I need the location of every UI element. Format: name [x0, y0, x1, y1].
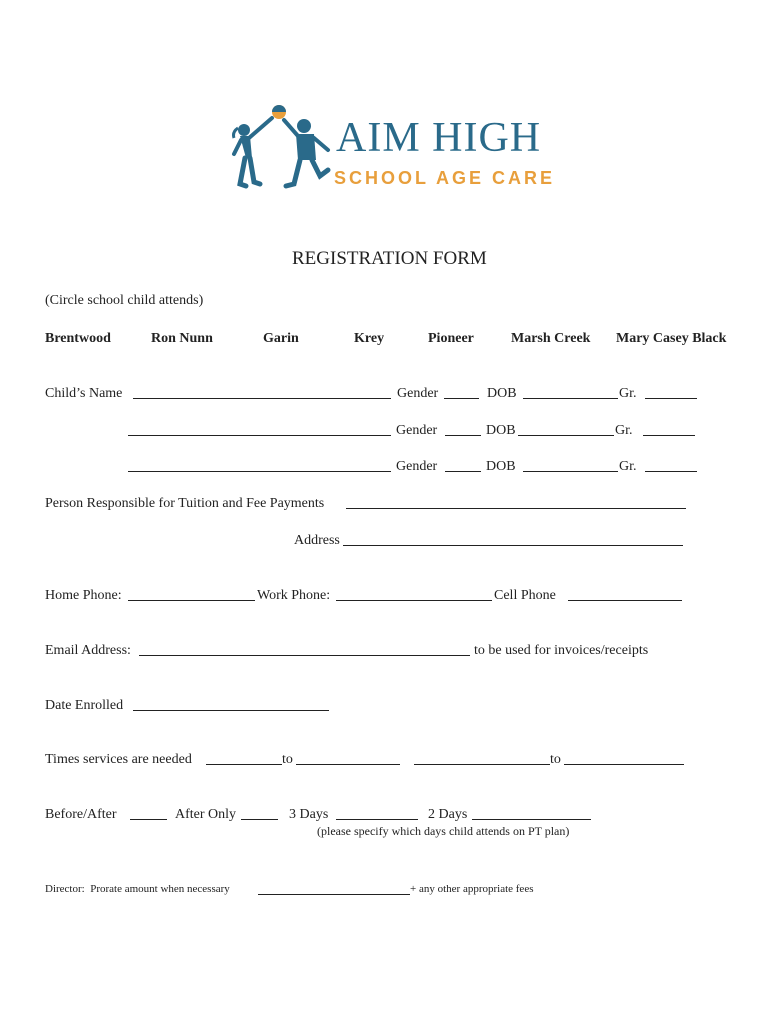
grade-label: Gr. [615, 423, 633, 438]
school-option[interactable]: Krey [354, 331, 385, 346]
grade-field[interactable] [643, 423, 695, 436]
grade-field[interactable] [645, 459, 697, 472]
dob-label: DOB [486, 423, 516, 438]
home-phone-label: Home Phone: [45, 588, 122, 603]
grade-label: Gr. [619, 386, 637, 401]
email-note: to be used for invoices/receipts [474, 643, 649, 658]
work-phone-field[interactable] [336, 588, 492, 601]
to-label: to [282, 752, 293, 767]
director-note: + any other appropriate fees [410, 883, 534, 895]
gender-field[interactable] [445, 459, 481, 472]
time-end-field[interactable] [564, 752, 684, 765]
work-phone-label: Work Phone: [257, 588, 331, 603]
gender-field[interactable] [444, 386, 479, 399]
dob-field[interactable] [523, 386, 618, 399]
grade-field[interactable] [645, 386, 697, 399]
gender-label: Gender [396, 423, 438, 438]
cell-phone-field[interactable] [568, 588, 682, 601]
school-option[interactable]: Brentwood [45, 331, 111, 346]
kids-playing-ball-icon [228, 100, 338, 195]
logo-subtitle: SCHOOL AGE CARE [334, 168, 556, 188]
to-label: to [550, 752, 561, 767]
dob-field[interactable] [518, 423, 614, 436]
school-instruction: (Circle school child attends) [45, 293, 204, 308]
grade-label: Gr. [619, 459, 637, 474]
after-only-label: After Only [175, 807, 237, 822]
dob-label: DOB [486, 459, 516, 474]
date-enrolled-label: Date Enrolled [45, 698, 124, 713]
two-days-field[interactable] [472, 807, 591, 820]
responsible-field[interactable] [346, 496, 686, 509]
child-name-field[interactable] [128, 423, 391, 436]
gender-label: Gender [396, 459, 438, 474]
time-end-field[interactable] [296, 752, 400, 765]
form-title: REGISTRATION FORM [292, 248, 487, 269]
after-only-field[interactable] [241, 807, 278, 820]
school-option[interactable]: Garin [263, 331, 299, 346]
before-after-field[interactable] [130, 807, 167, 820]
child-name-label: Child’s Name [45, 386, 123, 401]
prorate-field[interactable] [258, 883, 410, 895]
three-days-field[interactable] [336, 807, 418, 820]
address-field[interactable] [343, 533, 683, 546]
school-option[interactable]: Marsh Creek [511, 331, 591, 346]
logo-title: AIM HIGH [336, 115, 542, 161]
before-after-label: Before/After [45, 807, 117, 822]
time-start-field[interactable] [206, 752, 282, 765]
logo [228, 100, 573, 195]
dob-field[interactable] [523, 459, 618, 472]
cell-phone-label: Cell Phone [494, 588, 556, 603]
school-option[interactable]: Mary Casey Black [616, 331, 727, 346]
email-label: Email Address: [45, 643, 131, 658]
three-days-label: 3 Days [289, 807, 329, 822]
pt-plan-note: (please specify which days child attends on PT plan) [317, 824, 570, 838]
address-label: Address [294, 533, 340, 548]
dob-label: DOB [487, 386, 517, 401]
child-name-field[interactable] [133, 386, 391, 399]
times-label: Times services are needed [45, 752, 192, 767]
time-start-field[interactable] [414, 752, 550, 765]
email-field[interactable] [139, 643, 470, 656]
home-phone-field[interactable] [128, 588, 255, 601]
director-label: Director: Prorate amount when necessary [45, 883, 230, 895]
responsible-label: Person Responsible for Tuition and Fee Payments [45, 496, 325, 511]
school-option[interactable]: Pioneer [428, 331, 474, 346]
date-enrolled-field[interactable] [133, 698, 329, 711]
gender-label: Gender [397, 386, 439, 401]
child-name-field[interactable] [128, 459, 391, 472]
gender-field[interactable] [445, 423, 481, 436]
school-option[interactable]: Ron Nunn [151, 331, 213, 346]
two-days-label: 2 Days [428, 807, 468, 822]
